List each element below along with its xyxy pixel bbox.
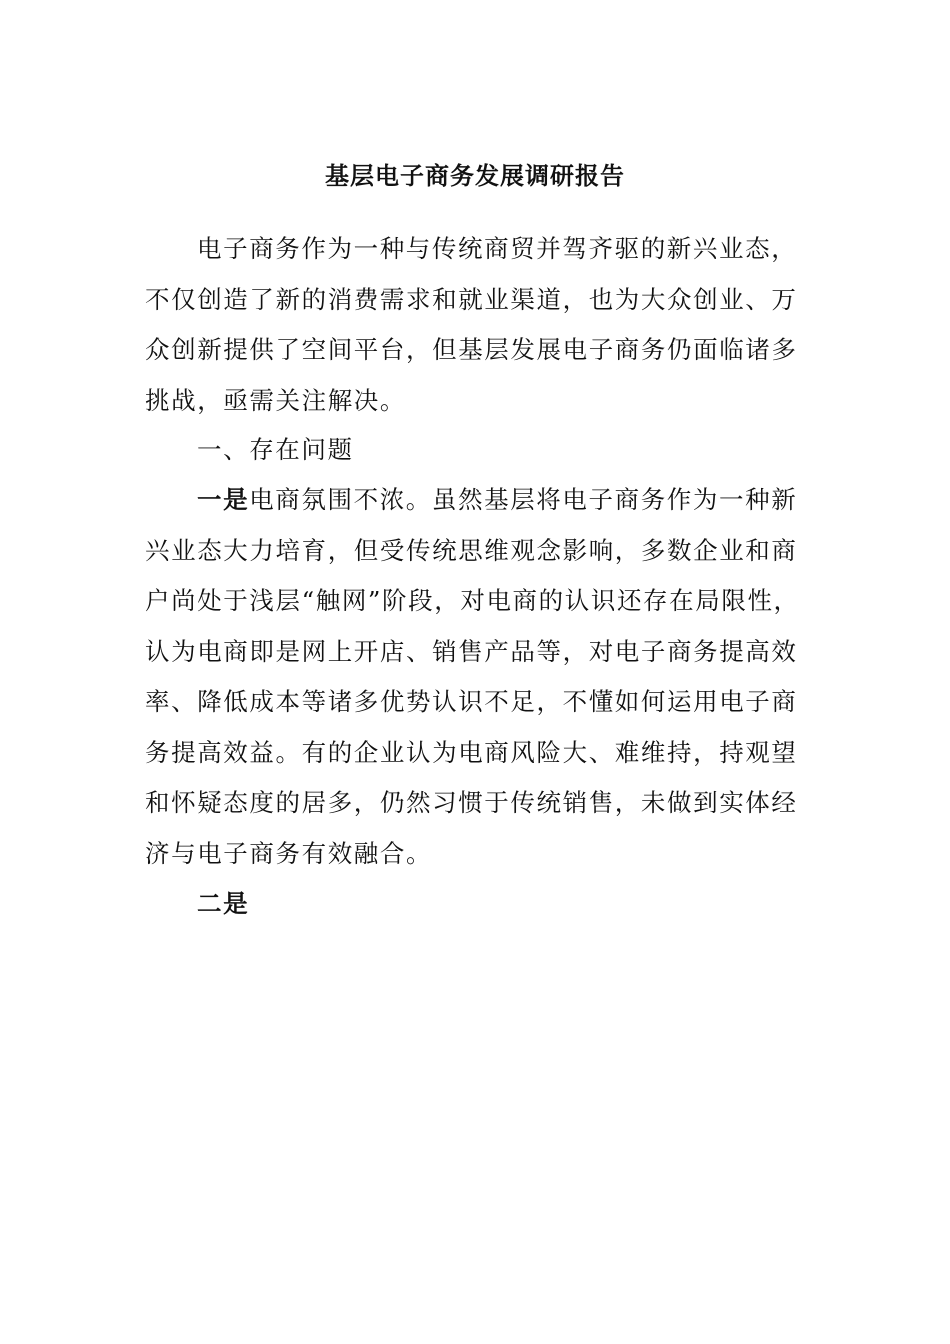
point-lead: 一是: [197, 485, 250, 514]
point-line: 认为电商即是网上开店、销售产品等，对电子商务提高效: [145, 637, 798, 666]
section-heading: 一、存在问题: [197, 435, 354, 464]
point-line: 和怀疑态度的居多，仍然习惯于传统销售，未做到实体经: [145, 788, 798, 817]
intro-line: 不仅创造了新的消费需求和就业渠道，也为大众创业、万: [145, 285, 798, 314]
point-line: 户尚处于浅层“触网”阶段，对电商的认识还存在局限性，: [145, 586, 800, 615]
point-lead: 二是: [197, 889, 250, 918]
point-line: 率、降低成本等诸多优势认识不足，不懂如何运用电子商: [145, 687, 798, 716]
point-line: 济与电子商务有效融合。: [145, 839, 433, 868]
point-first-line: [197, 480, 797, 520]
intro-line: 众创新提供了空间平台，但基层发展电子商务仍面临诸多: [145, 335, 798, 364]
point-text: 电商氛围不浓。虽然基层将电子商务作为一种新: [249, 485, 798, 514]
intro-line: 电子商务作为一种与传统商贸并驾齐驱的新兴业态，: [197, 234, 798, 263]
intro-line: 挑战，亟需关注解决。: [145, 386, 406, 415]
point-line: 务提高效益。有的企业认为电商风险大、难维持，持观望: [145, 738, 798, 767]
point-line: 兴业态大力培育，但受传统思维观念影响，多数企业和商: [145, 536, 798, 565]
document-title: 基层电子商务发展调研报告: [325, 161, 625, 190]
